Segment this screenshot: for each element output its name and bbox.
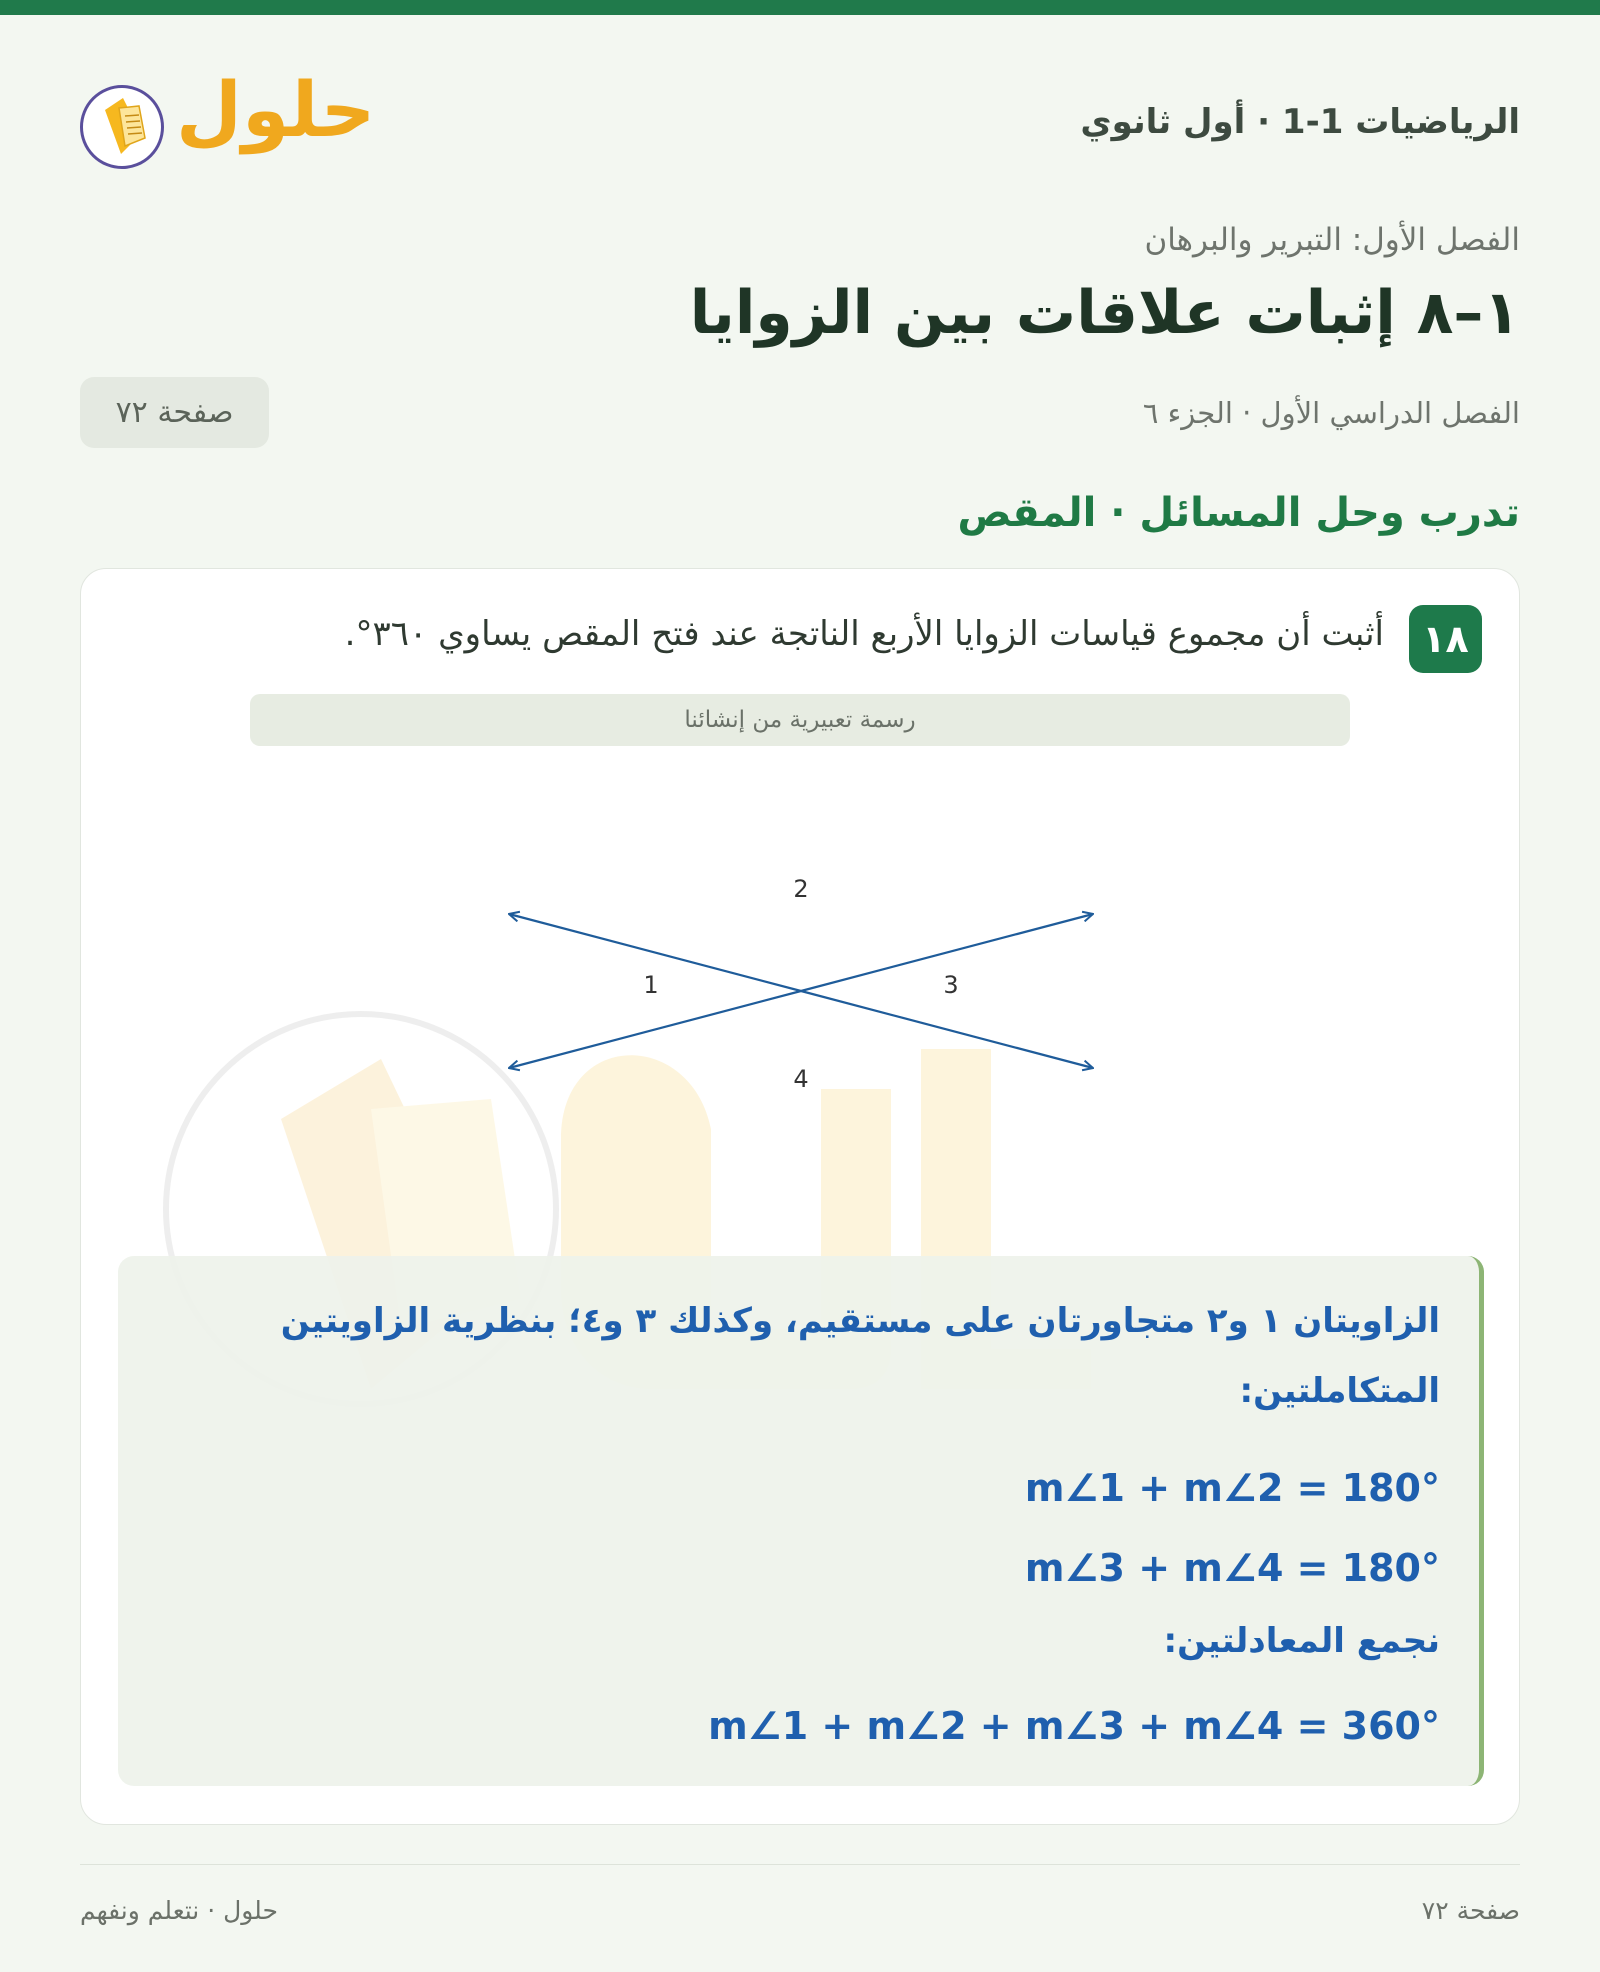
line-upper-left-to-lower-right bbox=[801, 991, 1093, 1068]
logo-book-icon bbox=[80, 85, 164, 169]
semester-info: الفصل الدراسي الأول · الجزء ٦ bbox=[1142, 396, 1520, 430]
lesson-title: ١–٨ إثبات علاقات بين الزوايا bbox=[689, 278, 1520, 348]
equation-sum: m∠1 + m∠2 + m∠3 + m∠4 = 360° bbox=[708, 1704, 1440, 1748]
page-badge: صفحة ٧٢ bbox=[80, 377, 269, 448]
scissors-angle-figure bbox=[81, 569, 1520, 1169]
angle-label-2: 2 bbox=[793, 875, 809, 903]
question-number-badge: ١٨ bbox=[1409, 605, 1482, 673]
footer-brand: حلول · نتعلم ونفهم bbox=[80, 1896, 278, 1925]
sum-step-label: نجمع المعادلتين: bbox=[1163, 1621, 1440, 1661]
equation-2: m∠3 + m∠4 = 180° bbox=[1024, 1546, 1440, 1590]
solution-intro: الزاويتان ١ و٢ متجاورتان على مستقيم، وكذلك ٣ و٤؛ بنظرية الزاويتين المتكاملتين: bbox=[280, 1301, 1440, 1411]
logo-wordmark: حلول bbox=[176, 65, 376, 154]
chapter-title: الفصل الأول: التبرير والبرهان bbox=[1144, 222, 1520, 258]
course-title: الرياضيات 1-1 · أول ثانوي bbox=[1080, 102, 1520, 142]
section-title: تدرب وحل المسائل · المقص bbox=[957, 490, 1520, 536]
angle-label-3: 3 bbox=[943, 971, 959, 999]
figure-caption: رسمة تعبيرية من إنشائنا bbox=[250, 694, 1350, 746]
equation-1: m∠1 + m∠2 = 180° bbox=[1024, 1466, 1440, 1510]
question-text: أثبت أن مجموع قياسات الزوايا الأربع الناتجة عند فتح المقص يساوي ٣٦٠°. bbox=[344, 614, 1384, 654]
top-accent-bar bbox=[0, 0, 1600, 15]
question-card bbox=[80, 568, 1520, 1825]
footer-divider bbox=[80, 1864, 1520, 1865]
angle-label-4: 4 bbox=[793, 1065, 809, 1093]
logo[interactable] bbox=[80, 60, 380, 180]
line-lower-left-to-upper-right bbox=[509, 991, 801, 1068]
solution-box bbox=[118, 1256, 1484, 1786]
header bbox=[80, 60, 1520, 180]
footer-page-number: صفحة ٧٢ bbox=[1421, 1896, 1520, 1925]
angle-label-1: 1 bbox=[643, 971, 659, 999]
